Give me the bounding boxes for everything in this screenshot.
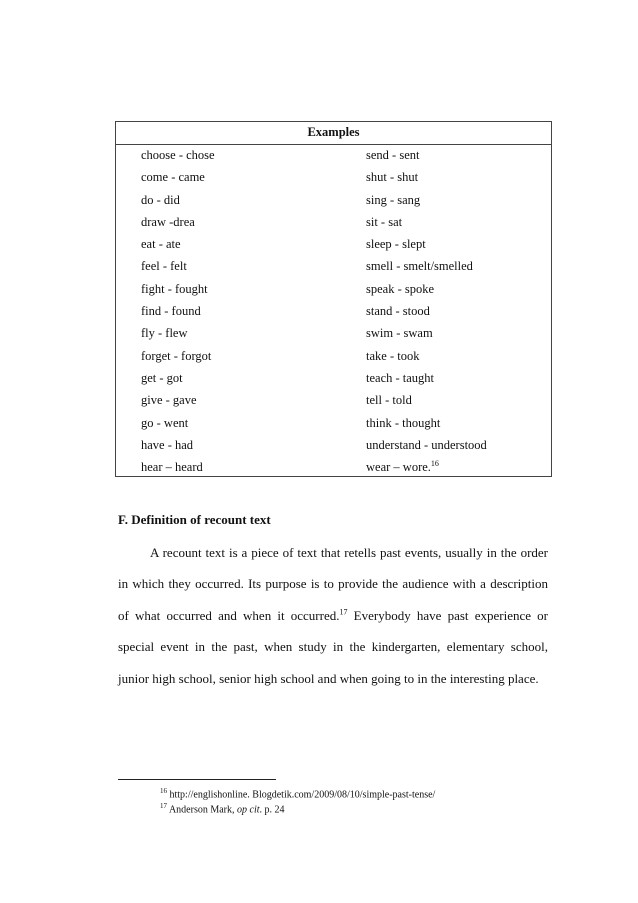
verb-pair-text: sit - sat <box>366 214 403 229</box>
verb-pair-text: tell - told <box>366 393 412 408</box>
verb-pair-left: go - went <box>141 415 189 430</box>
verb-pair-text: take - took <box>366 348 420 363</box>
examples-table <box>115 121 552 477</box>
verb-pair-right <box>366 326 433 341</box>
table-row <box>116 346 551 368</box>
verb-pair-left: eat - ate <box>141 237 181 252</box>
table-row <box>116 256 551 278</box>
table-row <box>116 301 551 323</box>
verb-pair-left: find - found <box>141 304 201 319</box>
paragraph-line <box>118 600 548 631</box>
verb-pair-left: get - got <box>141 370 183 385</box>
footnote-ref-16: 16 <box>430 459 439 468</box>
verb-pair-right <box>366 237 426 252</box>
verb-pair-right <box>366 304 430 319</box>
verb-pair-text: smell - smelt/smelled <box>366 259 473 274</box>
verb-pair-right <box>366 460 439 475</box>
footnote-italic: op cit <box>237 804 260 816</box>
table-row <box>116 167 551 189</box>
table-row <box>116 234 551 256</box>
verb-pair-left: fly - flew <box>141 326 188 341</box>
footnote-16 <box>160 787 435 800</box>
table-row <box>116 390 551 412</box>
footnote-number: 17 <box>160 802 167 810</box>
table-row <box>116 323 551 345</box>
section-paragraph <box>118 537 548 694</box>
table-header: Examples <box>116 122 551 145</box>
footnote-ref-17: 17 <box>339 607 348 617</box>
footnote-separator <box>118 779 276 780</box>
verb-pair-right <box>366 416 440 431</box>
verb-pair-right <box>366 148 419 163</box>
verb-pair-left: draw -drea <box>141 214 195 229</box>
verb-pair-right <box>366 170 418 185</box>
verb-pair-left: give - gave <box>141 393 197 408</box>
verb-pair-text: think - thought <box>366 415 441 430</box>
footnote-tail: . p. 24 <box>259 804 285 816</box>
verb-pair-right <box>366 215 402 230</box>
paragraph-text: of what occurred and when it occurred. <box>118 607 340 623</box>
table-row <box>116 413 551 435</box>
table-row <box>116 145 551 167</box>
paragraph-line: special event in the past, when study in the kindergarten, elementary school, <box>118 639 548 655</box>
verb-pair-text: sing - sang <box>366 192 421 207</box>
verb-pair-text: swim - swam <box>366 326 433 341</box>
table-row <box>116 279 551 301</box>
verb-pair-left: forget - forgot <box>141 348 212 363</box>
verb-pair-right <box>366 438 487 453</box>
verb-pair-right <box>366 349 419 364</box>
verb-pair-text: speak - spoke <box>366 281 435 296</box>
verb-pair-text: sleep - slept <box>366 237 426 252</box>
table-rows <box>116 145 551 479</box>
verb-pair-right <box>366 393 412 408</box>
verb-pair-left: come - came <box>141 170 205 185</box>
verb-pair-left: hear – heard <box>141 460 203 475</box>
verb-pair-right <box>366 282 434 297</box>
paragraph-line: in which they occurred. Its purpose is to provide the audience with a description <box>118 576 548 592</box>
table-row <box>116 368 551 390</box>
verb-pair-right <box>366 371 434 386</box>
paragraph-line: A recount text is a piece of text that retells past events, usually in the order <box>150 545 548 560</box>
verb-pair-text: wear – wore. <box>366 460 431 475</box>
verb-pair-right <box>366 259 473 274</box>
verb-pair-left: fight - fought <box>141 281 208 296</box>
footnote-17 <box>160 802 285 815</box>
verb-pair-left: have - had <box>141 437 194 452</box>
verb-pair-text: teach - taught <box>366 370 435 385</box>
footnote-text: Anderson Mark, <box>168 804 237 816</box>
verb-pair-left: do - did <box>141 192 180 207</box>
table-row <box>116 190 551 212</box>
table-row <box>116 212 551 234</box>
footnote-number: 16 <box>160 787 167 795</box>
table-row <box>116 457 551 479</box>
paragraph-line: junior high school, senior high school and when going to in the interesting place. <box>118 670 539 686</box>
footnote-link[interactable]: http://englishonline. Blogdetik.com/2009/08/10/simple-past-tense/ <box>169 789 436 801</box>
verb-pair-right <box>366 193 420 208</box>
paragraph-text: Everybody have past experience or <box>353 607 549 623</box>
section-heading: F. Definition of recount text <box>118 512 271 527</box>
verb-pair-text: shut - shut <box>366 170 419 185</box>
verb-pair-text: understand - understood <box>366 437 487 452</box>
verb-pair-left: choose - chose <box>141 148 215 162</box>
verb-pair-text: send - sent <box>366 148 420 162</box>
verb-pair-text: stand - stood <box>366 304 430 319</box>
verb-pair-left: feel - felt <box>141 259 187 274</box>
table-row <box>116 435 551 457</box>
